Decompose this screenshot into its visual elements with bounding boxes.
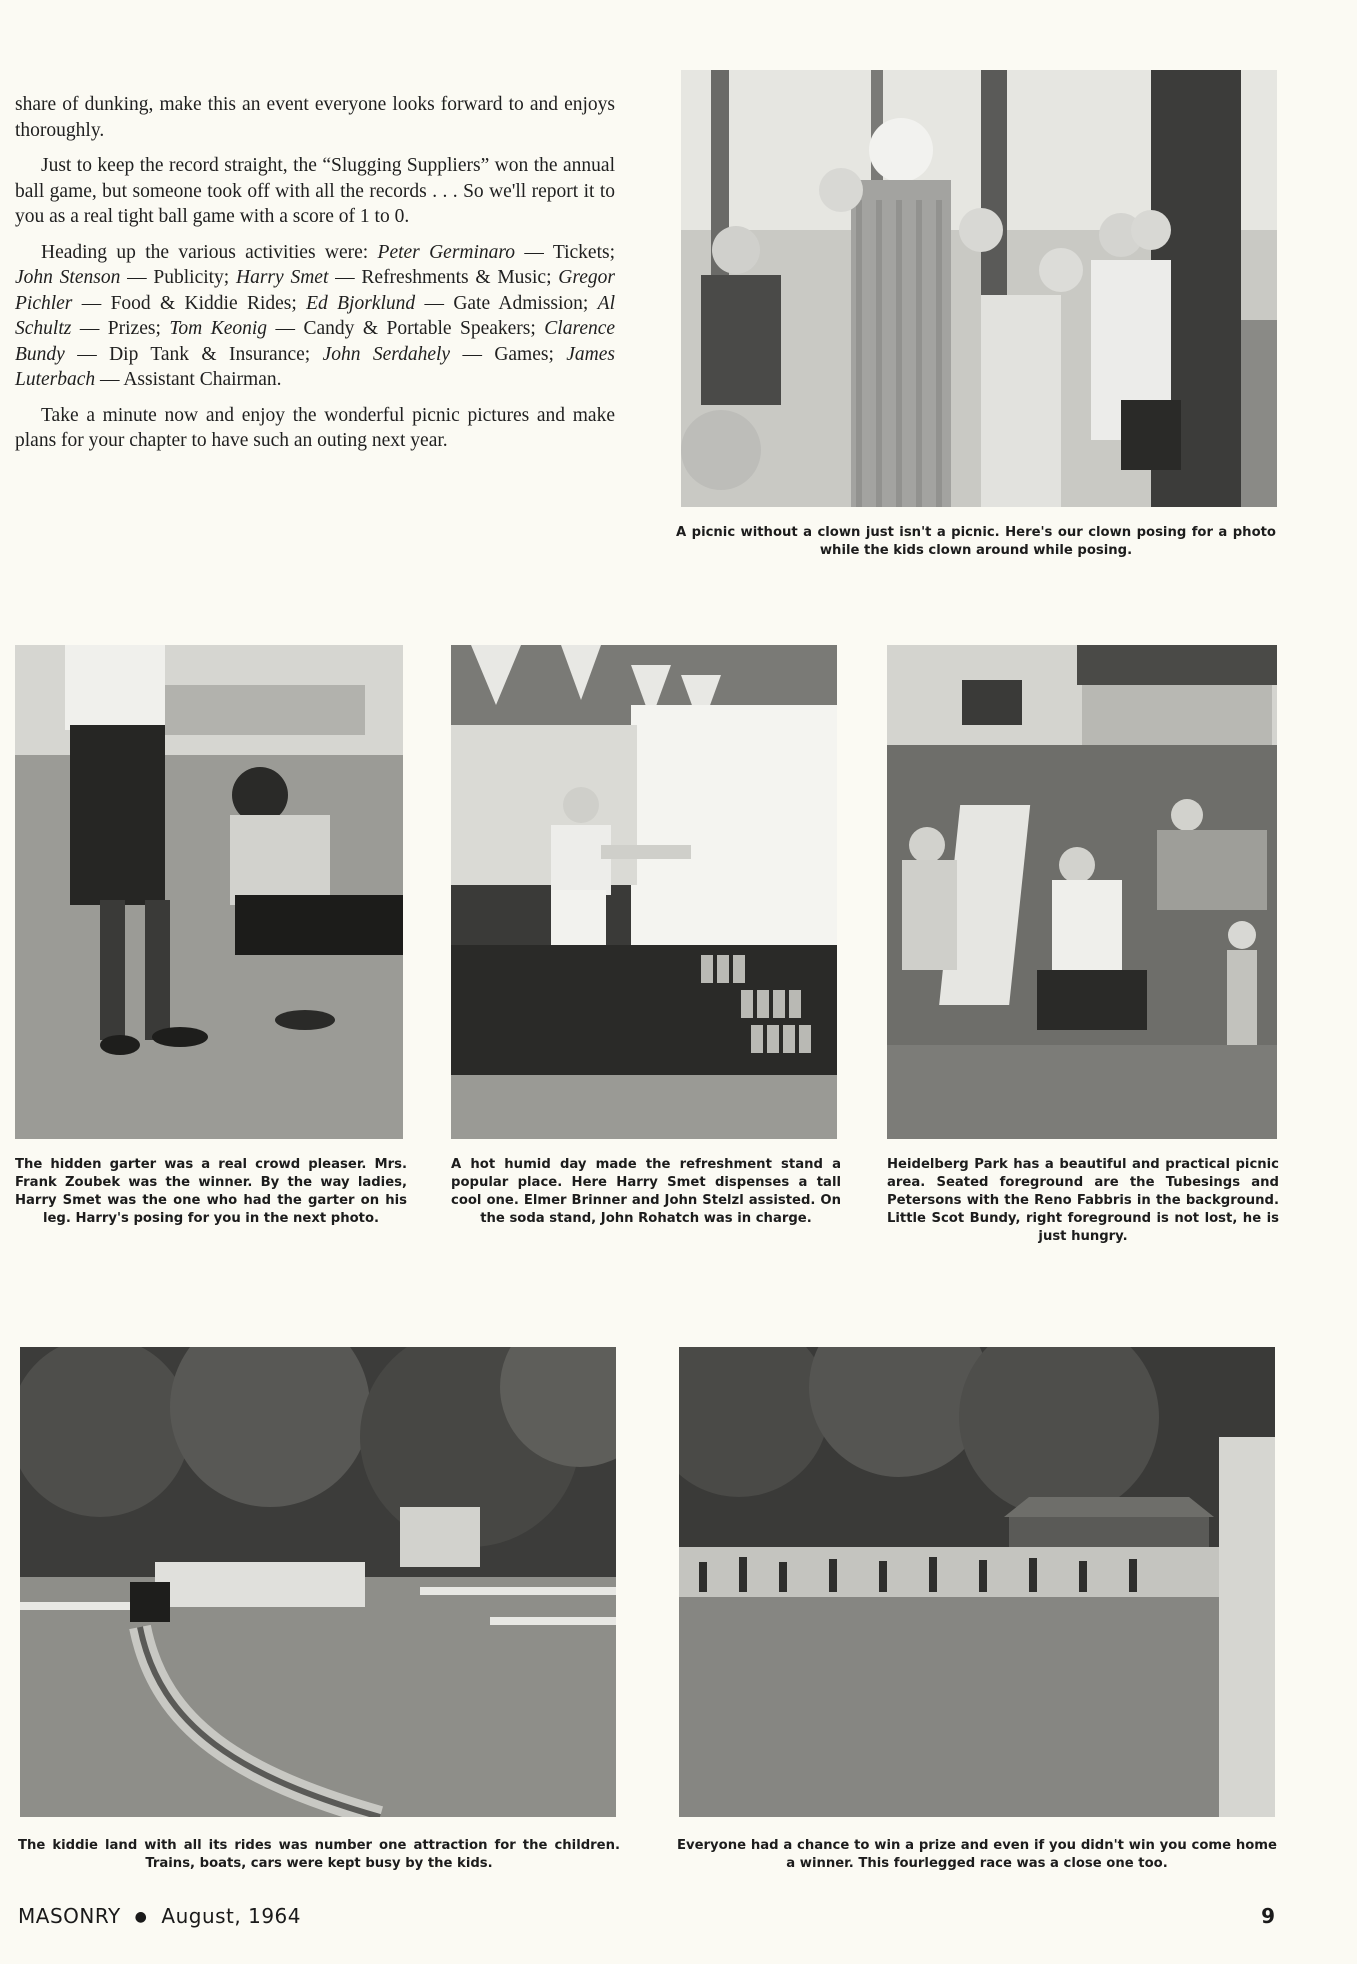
photo-refreshment-stand <box>451 645 837 1139</box>
committee-list <box>15 242 615 391</box>
issue-date: August, 1964 <box>161 1904 301 1928</box>
committee-member-name: John Stenson <box>15 267 121 288</box>
paragraph-1: share of dunking, make this an event everyone looks forward to and enjoys thoroughly. <box>15 94 615 141</box>
page-number: 9 <box>1261 1904 1275 1928</box>
paragraph-committee <box>15 240 615 393</box>
photo-fourlegged-race <box>679 1347 1275 1817</box>
photo-clown-with-kids <box>681 70 1277 507</box>
committee-member-role: — Dip Tank & Insurance; <box>64 343 311 365</box>
page-footer <box>18 1904 301 1928</box>
committee-member-role: — Gate Admission; <box>415 292 589 314</box>
committee-member-role: — Assistant Chairman. <box>95 369 282 390</box>
photo-kiddie-land-train <box>20 1347 616 1817</box>
paragraph-2: Just to keep the record straight, the “Slugging Suppliers” won the annual ball game, but someone took off with all the records . . . So we'll report it to you as a real tight ball game with a score of 1 to 0. <box>15 155 615 227</box>
footer-bullet-icon: ● <box>134 1909 148 1925</box>
committee-member-name: Harry Smet <box>236 267 329 288</box>
publication-name: MASONRY <box>18 1904 121 1928</box>
committee-member-name: Tom Keonig <box>169 318 268 339</box>
photo-heidelberg-park <box>887 645 1277 1139</box>
caption-refreshment: A hot humid day made the refreshment stand a popular place. Here Harry Smet dispenses a tall cool one. Elmer Brinner and John Stelzl assisted. On the soda stand, John Rohatch was in charge. <box>451 1157 841 1226</box>
committee-member-role: — Refreshments & Music; <box>328 267 552 288</box>
committee-member-role: — Publicity; <box>120 267 230 288</box>
committee-member-role: — Games; <box>450 343 554 365</box>
committee-member-name: John Serdahely <box>322 343 451 365</box>
committee-member-name: James Luterbach <box>15 343 615 390</box>
committee-member-role: — Tickets; <box>515 241 616 263</box>
committee-member-name: Clarence Bundy <box>15 318 616 365</box>
article-body <box>15 92 615 464</box>
caption-clown: A picnic without a clown just isn't a picnic. Here's our clown posing for a photo while the kids clown around while posing. <box>676 525 1276 558</box>
committee-member-role: — Food & Kiddie Rides; <box>72 292 297 314</box>
committee-member-role: — Prizes; <box>71 318 161 339</box>
photo-hidden-garter <box>15 645 403 1139</box>
caption-kiddie-land: The kiddie land with all its rides was number one attraction for the children. Trains, boats, cars were kept busy by the kids. <box>18 1838 620 1871</box>
committee-intro: Heading up the various activities were: <box>41 241 369 263</box>
caption-fourlegged-race: Everyone had a chance to win a prize and even if you didn't win you come home a winner. This fourlegged race was a close one too. <box>677 1838 1277 1871</box>
committee-member-name: Al Schultz <box>15 292 616 339</box>
committee-member-name: Peter Germinaro <box>377 241 516 263</box>
committee-member-name: Gregor Pichler <box>15 267 615 314</box>
caption-garter: The hidden garter was a real crowd pleaser. Mrs. Frank Zoubek was the winner. By the way ladies, Harry Smet was the one who had the garter on his leg. Harry's posing for you in the next photo. <box>15 1157 407 1226</box>
caption-park: Heidelberg Park has a beautiful and practical picnic area. Seated foreground are the Tubesings and Petersons with the Reno Fabbris in the background. Little Scot Bundy, right foreground is not lost, he is just hungry. <box>887 1157 1279 1244</box>
committee-member-role: — Candy & Portable Speakers; <box>267 318 536 339</box>
committee-member-name: Ed Bjorklund <box>306 292 416 314</box>
paragraph-4: Take a minute now and enjoy the wonderful picnic pictures and make plans for your chapter to have such an outing next year. <box>15 404 615 451</box>
